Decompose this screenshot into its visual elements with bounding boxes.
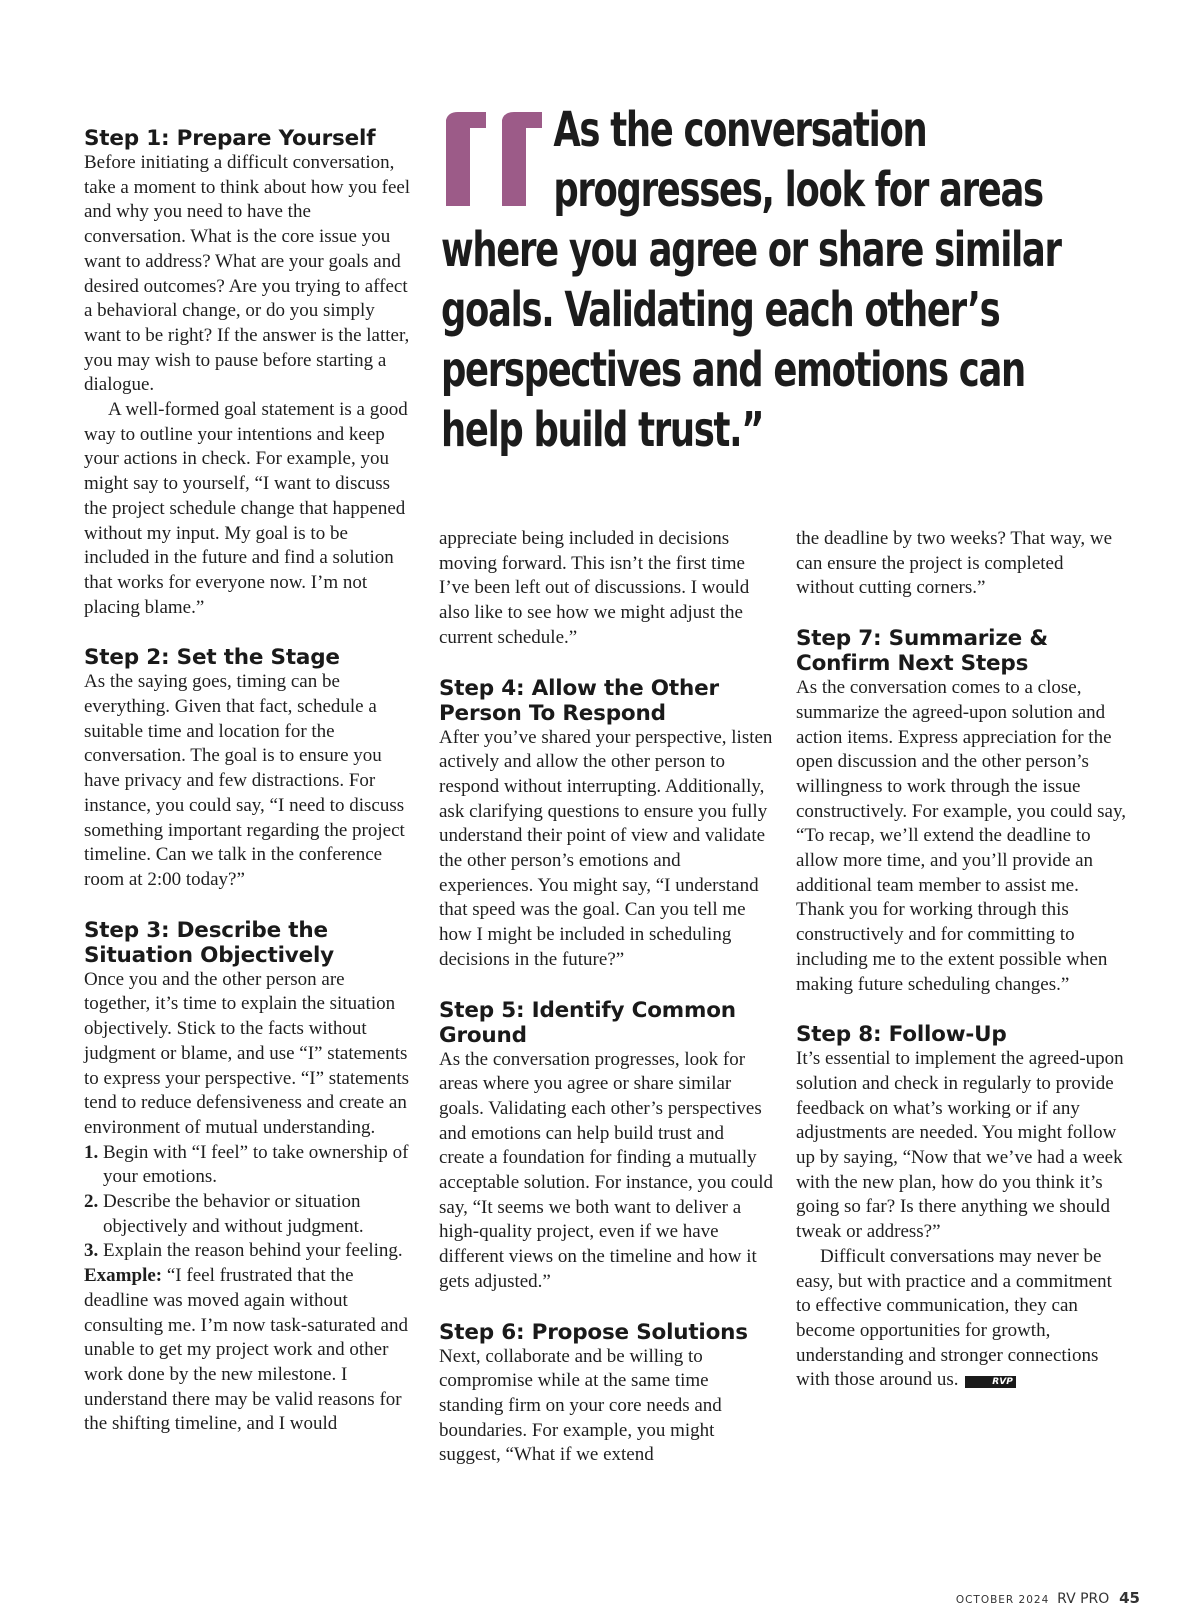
list-text: Explain the reason behind your feeling. bbox=[103, 1240, 403, 1262]
example-label: Example: bbox=[84, 1265, 163, 1287]
pull-quote-line: As the conversation bbox=[553, 102, 927, 158]
step1-paragraph: A well-formed goal statement is a good way to outline your intentions and keep your actions in check. For example, you might say to yourself, “I want to discuss the project schedule change that happened without my input. My goal is to be included in the future and find a solution that works for everyone now. I’m not placing blame.” bbox=[84, 399, 408, 618]
list-number: 2. bbox=[84, 1191, 99, 1213]
pull-quote-line: goals. Validating each other’s bbox=[441, 282, 1000, 338]
list-text: Begin with “I feel” to take ownership of your emotions. bbox=[103, 1141, 409, 1188]
list-number: 3. bbox=[84, 1240, 99, 1262]
step8-heading: Step 8: Follow-Up bbox=[796, 1022, 1007, 1048]
step8-paragraph: It’s essential to implement the agreed-upon solution and check in regularly to provide feedback on what’s working or if any adjustments are needed. You might follow up by saying, “Now that we’ve had a week with the new plan, how do you think it’s going so far? Is there anything we should tweak or address?” bbox=[796, 1048, 1124, 1243]
step4-paragraph: After you’ve shared your perspective, listen actively and allow the other person to respond without interrupting. Additionally, ask clarifying questions to ensure you fully understand their point of view and validate the other person’s emotions and experiences. You might say, “I understand that speed was the goal. Can you tell me how I might be included in scheduling decisions in the future?” bbox=[439, 726, 773, 970]
pull-quote bbox=[441, 100, 1061, 460]
step4-heading: Step 4: Allow the Other Person To Respond bbox=[439, 675, 719, 726]
step7-heading: Step 7: Summarize & Confirm Next Steps bbox=[796, 626, 1048, 677]
step5-paragraph: As the conversation progresses, look for areas where you agree or share similar goals. Validating each other’s perspectives and emotions can help build trust and create a foundation for finding a mutually acceptable solution. For instance, you could say, “It seems we both want to deliver a high-quality project, even if we have different views on the timeline and how it gets adjusted.” bbox=[439, 1048, 773, 1292]
step5-heading: Step 5: Identify Common Ground bbox=[439, 997, 736, 1048]
list-item bbox=[84, 1141, 414, 1190]
step3-paragraph: Once you and the other person are together, it’s time to explain the situation objectively. Stick to the facts without judgment or blame, and use “I” statements to express your perspective. “I” statements tend to reduce defensiveness and create an environment of mutual understanding. bbox=[84, 968, 409, 1138]
closing-text: Difficult conversations may never be easy, but with practice and a commitment to effective communication, they can become opportunities for growth, understanding and stronger connections with those around us. bbox=[796, 1245, 1112, 1391]
step2-heading: Step 2: Set the Stage bbox=[84, 645, 340, 671]
list-item bbox=[84, 1190, 414, 1239]
footer-issue-date: OCTOBER 2024 bbox=[955, 1594, 1050, 1606]
pull-quote-line: help build trust.” bbox=[441, 402, 764, 458]
closing-paragraph bbox=[796, 1245, 1126, 1393]
step3-list bbox=[84, 1141, 414, 1265]
rvp-end-mark: RVP bbox=[965, 1376, 1016, 1388]
step3-example bbox=[84, 1264, 414, 1437]
list-item bbox=[84, 1239, 414, 1264]
step1-paragraph: Before initiating a difficult conversation, take a moment to think about how you feel and why you need to have the conversation. What is the core issue you want to address? What are your goals and desired outcomes? Are you trying to affect a behavioral change, or do you simply want to be right? If the answer is the latter, you may wish to pause before starting a dialogue. bbox=[84, 152, 411, 396]
pull-quote-line: perspectives and emotions can bbox=[441, 342, 1025, 398]
step1-heading: Step 1: Prepare Yourself bbox=[84, 126, 376, 151]
step6-paragraph-continued: the deadline by two weeks? That way, we can ensure the project is completed without cutting corners.” bbox=[796, 528, 1113, 599]
step6-heading: Step 6: Propose Solutions bbox=[439, 1319, 748, 1345]
example-text: “I feel frustrated that the deadline was moved again without consulting me. I’m now task-saturated and unable to get my project work and other work done by the new milestone. I understand there may be valid reasons for the shifting timeline, and I would bbox=[84, 1265, 408, 1435]
column-2 bbox=[439, 527, 774, 1468]
step6-paragraph: Next, collaborate and be willing to compromise while at the same time standing firm on your core needs and boundaries. For example, you might suggest, “What if we extend bbox=[439, 1345, 722, 1466]
step3-example-continued: appreciate being included in decisions moving forward. This isn’t the first time I’ve been left out of discussions. I would also like to see how we might adjust the current schedule.” bbox=[439, 528, 750, 648]
step7-paragraph: As the conversation comes to a close, summarize the agreed-upon solution and action items. Express appreciation for the open discussion and the other person’s willingness to work through the issue constructively. For example, you could say, “To recap, we’ll extend the deadline to allow more time, and you’ll provide an additional team member to assist me. Thank you for working through this constructively and for committing to including me to the extent possible when making future scheduling changes.” bbox=[796, 677, 1126, 995]
column-3 bbox=[796, 527, 1126, 1393]
step2-paragraph: As the saying goes, timing can be everything. Given that fact, schedule a suitable time and location for the conversation. The goal is to ensure you have privacy and few distractions. For instance, you could say, “I need to discuss something important regarding the project timeline. Can we talk in the conference room at 2:00 today?” bbox=[84, 671, 405, 890]
page-number: 45 bbox=[1119, 1589, 1140, 1607]
list-number: 1. bbox=[84, 1141, 99, 1163]
column-1 bbox=[84, 126, 414, 1437]
list-text: Describe the behavior or situation objectively and without judgment. bbox=[103, 1191, 364, 1237]
footer-magazine-name: RV PRO bbox=[1057, 1591, 1110, 1607]
page-footer bbox=[956, 1589, 1140, 1607]
pull-quote-line: progresses, look for areas bbox=[553, 162, 1043, 218]
step3-heading: Step 3: Describe the Situation Objectively bbox=[84, 917, 334, 968]
pull-quote-line: where you agree or share similar bbox=[441, 222, 1061, 278]
